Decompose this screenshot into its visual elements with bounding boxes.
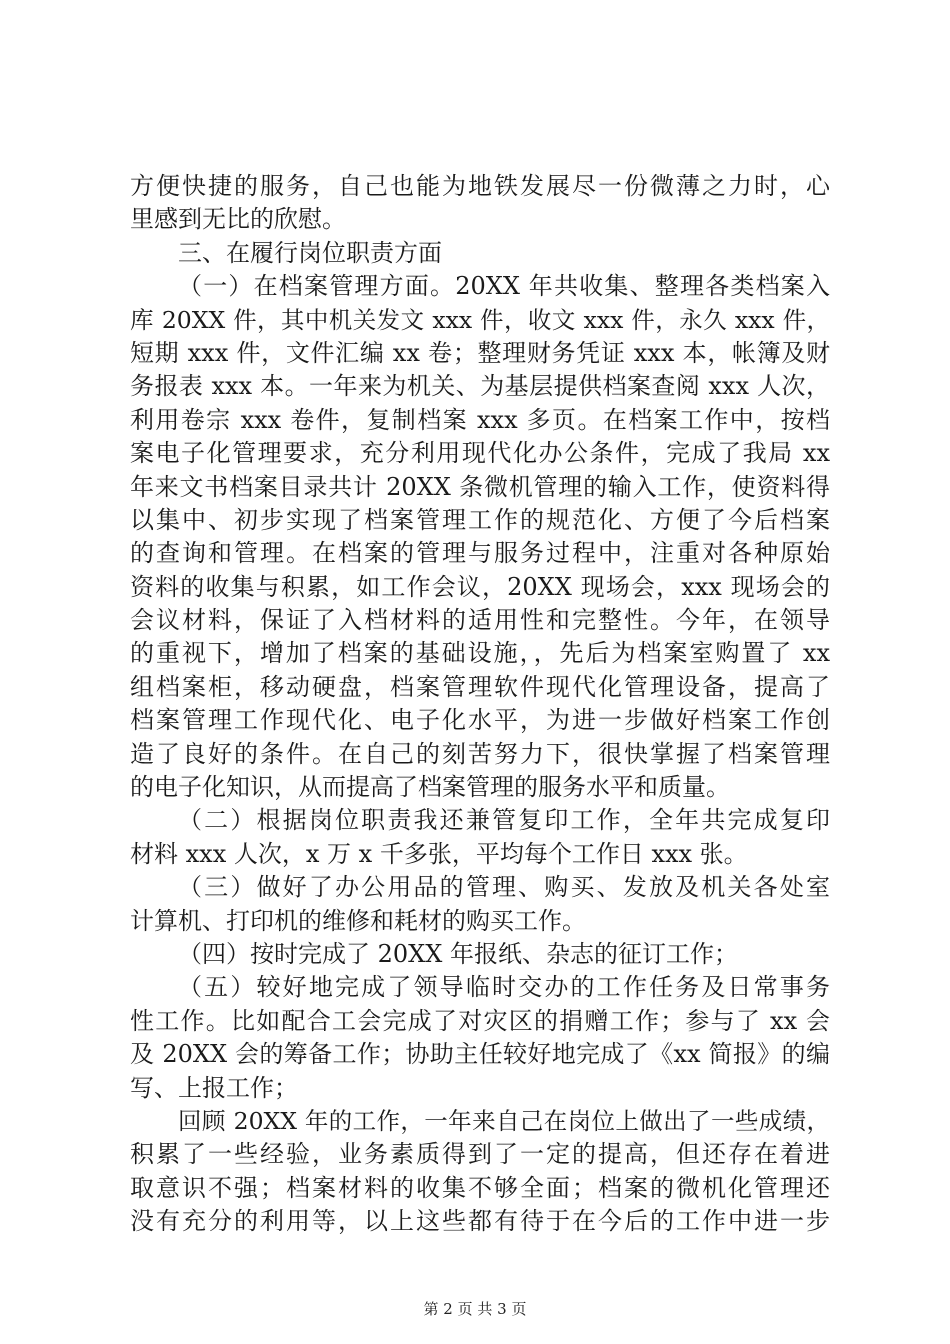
text-line: 短期 xxx 件，文件汇编 xx 卷；整理财务凭证 xxx 本，帐簿及财 xyxy=(130,338,830,367)
text-line: （二）根据岗位职责我还兼管复印工作，全年共完成复印 xyxy=(178,806,830,835)
text-line: 库 20XX 件，其中机关发文 xxx 件，收文 xxx 件，永久 xxx 件， xyxy=(130,305,830,334)
body-text xyxy=(130,170,830,1239)
text-line: 利用卷宗 xxx 卷件，复制档案 xxx 多页。在档案工作中，按档 xyxy=(130,405,830,434)
text-line: 会议材料，保证了入档材料的适用性和完整性。今年，在领导 xyxy=(130,606,830,635)
text-line: 年来文书档案目录共计 20XX 条微机管理的输入工作，使资料得 xyxy=(130,472,830,501)
page-footer: 第 2 页 共 3 页 xyxy=(423,1300,527,1318)
text-line: 写、上报工作； xyxy=(130,1073,298,1102)
text-line: （一）在档案管理方面。20XX 年共收集、整理各类档案入 xyxy=(178,272,830,301)
text-line: 回顾 20XX 年的工作，一年来自己在岗位上做出了一些成绩， xyxy=(178,1106,830,1135)
text-line: 的电子化知识，从而提高了档案管理的服务水平和质量。 xyxy=(130,773,730,802)
text-line: 的重视下，增加了档案的基础设施，，先后为档案室购置了 xx xyxy=(130,639,830,668)
text-line: （四）按时完成了 20XX 年报纸、杂志的征订工作； xyxy=(178,939,738,968)
text-line: 及 20XX 会的筹备工作；协助主任较好地完成了《xx 简报》的编 xyxy=(130,1040,830,1069)
text-line: 计算机、打印机的维修和耗材的购买工作。 xyxy=(130,906,586,935)
text-line: 资料的收集与积累，如工作会议，20XX 现场会，xxx 现场会的 xyxy=(130,572,830,601)
text-line: 取意识不强；档案材料的收集不够全面；档案的微机化管理还 xyxy=(130,1173,830,1202)
text-line: 没有充分的利用等，以上这些都有待于在今后的工作中进一步 xyxy=(130,1207,830,1236)
text-line: 组档案柜，移动硬盘，档案管理软件现代化管理设备，提高了 xyxy=(130,672,830,701)
text-line: 档案管理工作现代化、电子化水平，为进一步做好档案工作创 xyxy=(130,706,830,735)
text-line: （五）较好地完成了领导临时交办的工作任务及日常事务 xyxy=(178,973,830,1002)
text-line: 三、在履行岗位职责方面 xyxy=(178,238,442,267)
text-line: 的查询和管理。在档案的管理与服务过程中，注重对各种原始 xyxy=(130,539,830,568)
text-line: 里感到无比的欣慰。 xyxy=(130,205,346,234)
text-line: 案电子化管理要求，充分利用现代化办公条件，完成了我局 xx xyxy=(130,439,830,468)
text-line: 方便快捷的服务，自己也能为地铁发展尽一份微薄之力时，心 xyxy=(130,172,830,200)
text-line: 以集中、初步实现了档案管理工作的规范化、方便了今后档案 xyxy=(130,505,830,534)
text-line: 性工作。比如配合工会完成了对灾区的捐赠工作；参与了 xx 会 xyxy=(130,1006,830,1035)
text-line: 造了良好的条件。在自己的刻苦努力下，很快掌握了档案管理 xyxy=(130,739,830,768)
text-line: （三）做好了办公用品的管理、购买、发放及机关各处室 xyxy=(178,873,830,902)
text-line: 积累了一些经验，业务素质得到了一定的提高，但还存在着进 xyxy=(130,1140,830,1169)
text-line: 务报表 xxx 本。一年来为机关、为基层提供档案查阅 xxx 人次， xyxy=(130,372,830,401)
text-line: 材料 xxx 人次，x 万 x 千多张，平均每个工作日 xxx 张。 xyxy=(130,839,748,868)
